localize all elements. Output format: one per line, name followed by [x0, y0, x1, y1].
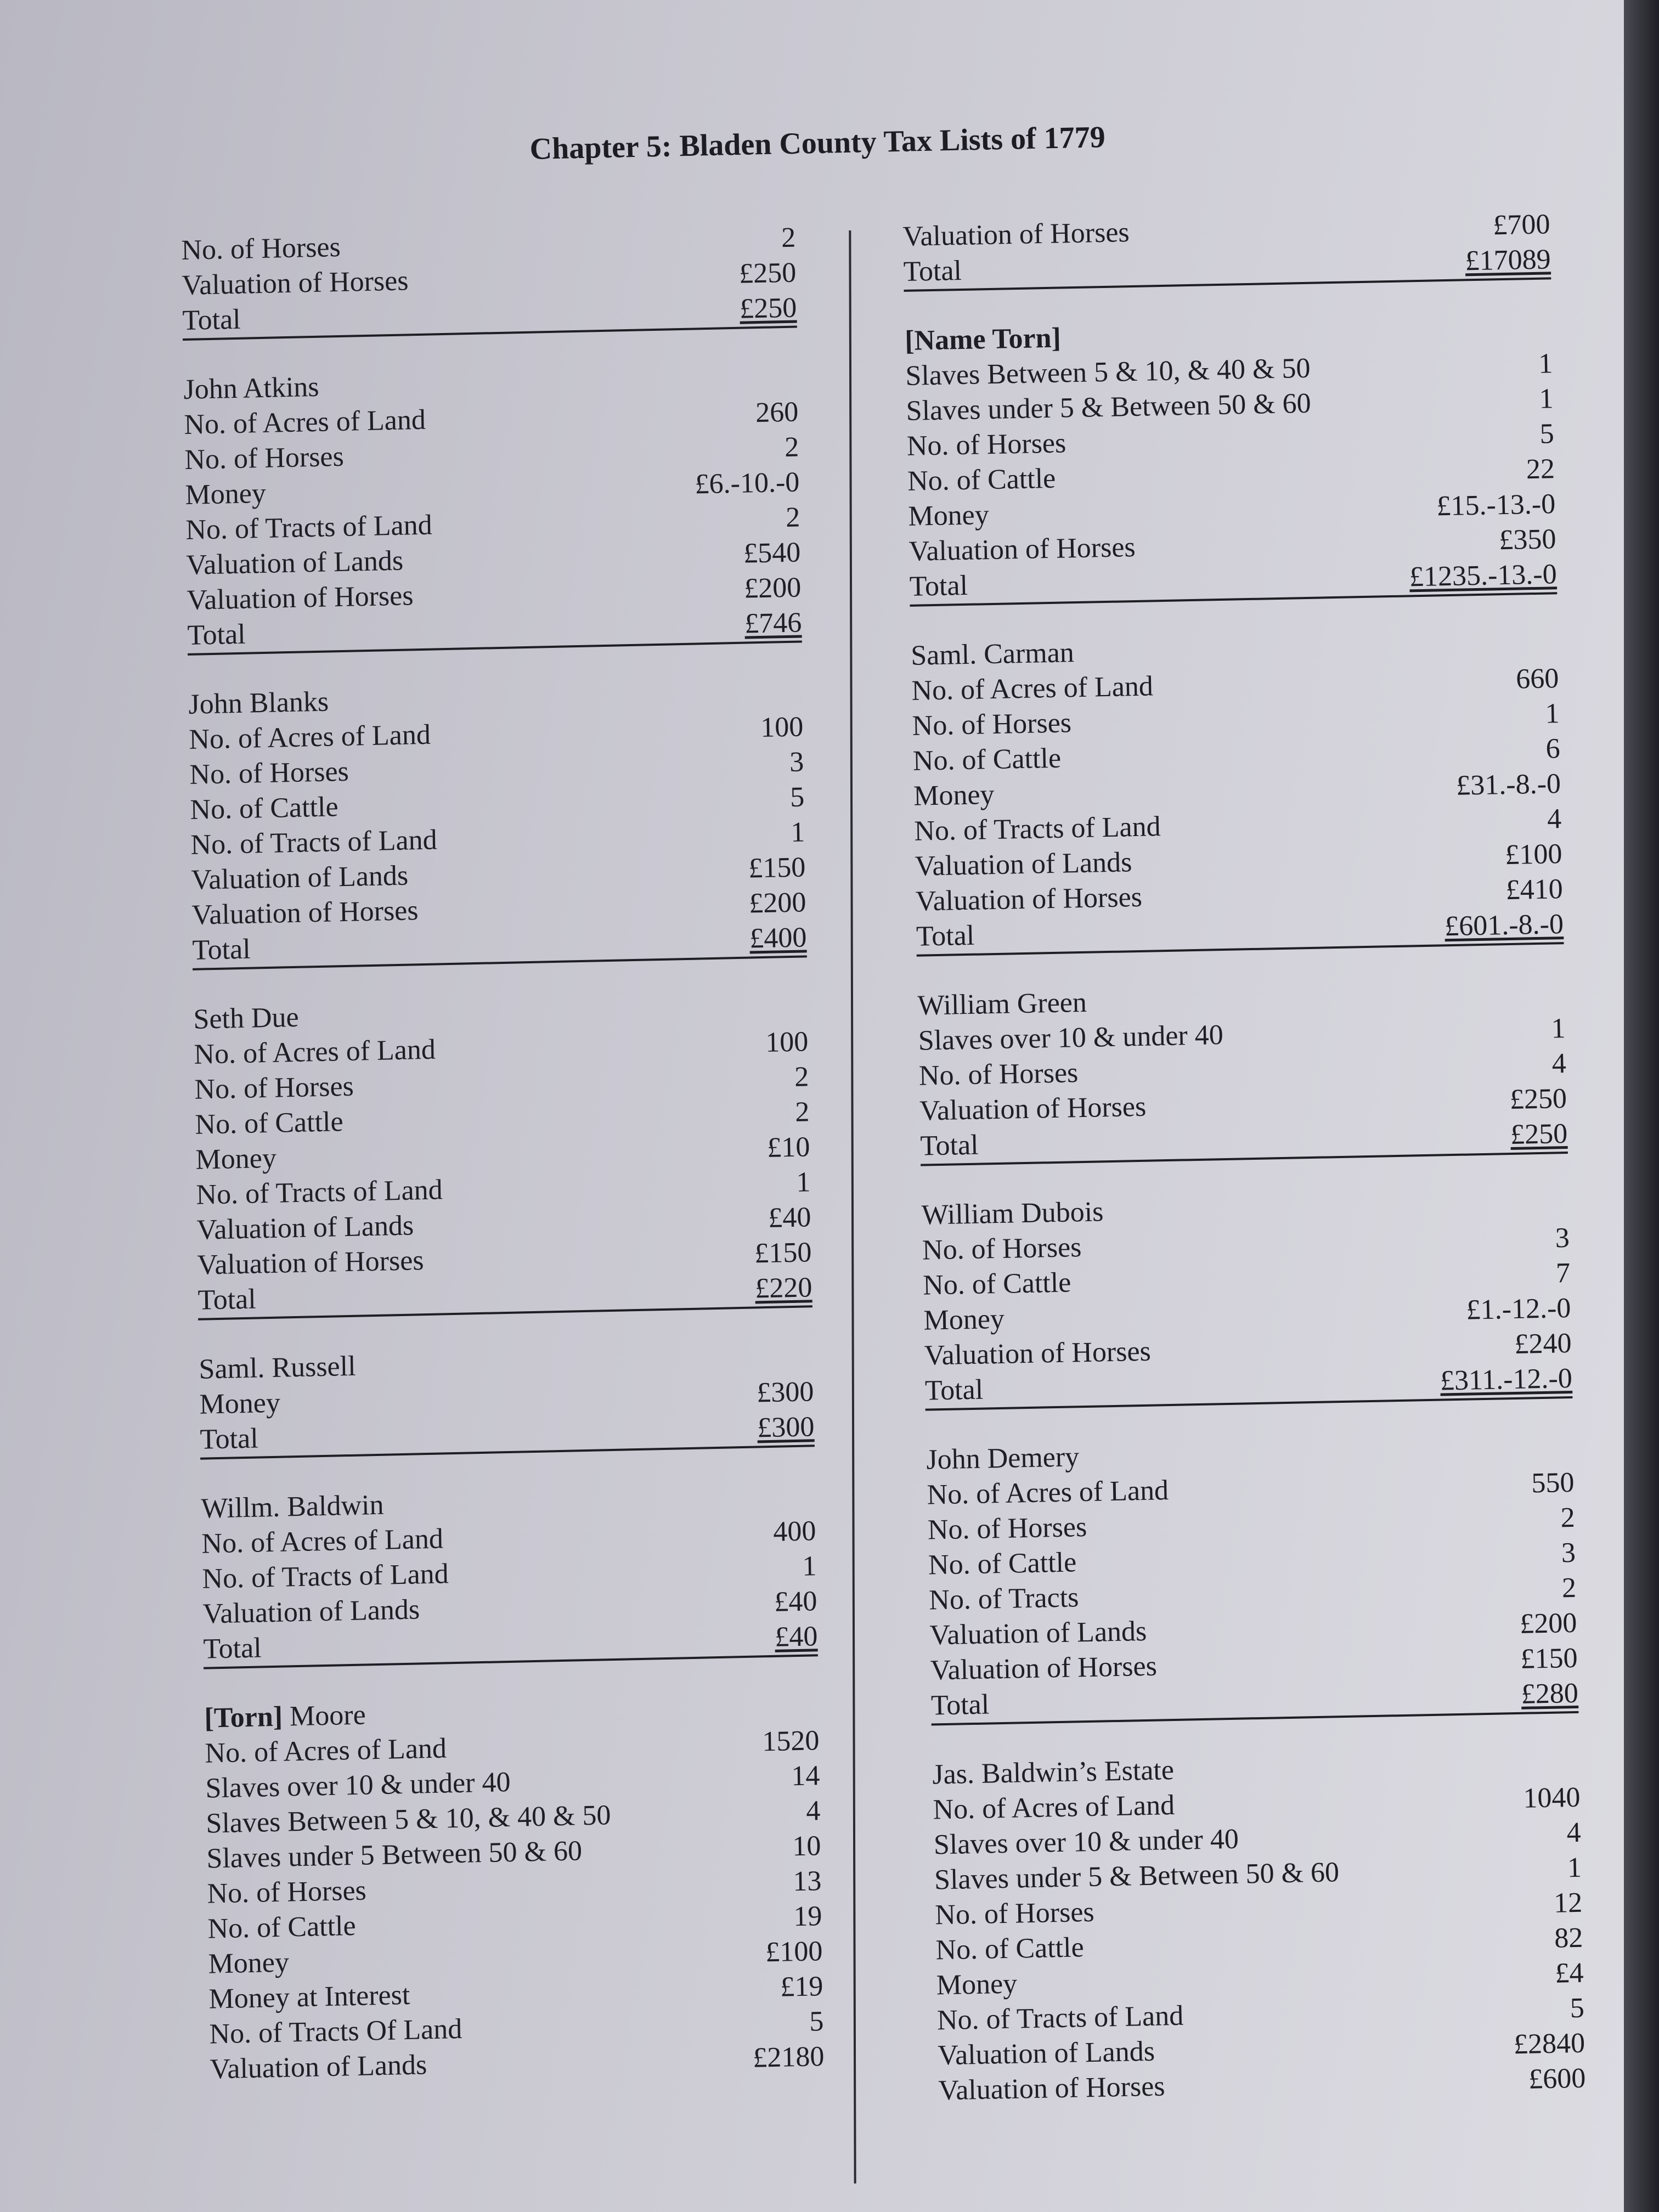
row-value: 2	[781, 222, 796, 254]
row-label: No. of Tracts of Land	[913, 811, 1161, 847]
tax-entry	[902, 207, 1551, 292]
row-label: No. of Acres of Land	[201, 1523, 444, 1560]
row-label: No. of Horses	[912, 707, 1072, 742]
row-value: £40	[768, 1201, 811, 1234]
tax-entry	[926, 1430, 1579, 1726]
row-label: No. of Cattle	[935, 1932, 1085, 1966]
row-value: 1	[795, 1166, 811, 1198]
row-value: 3	[1561, 1537, 1576, 1569]
row-label: Total	[916, 919, 975, 952]
row-value: 22	[1526, 453, 1555, 486]
row-value: £746	[744, 607, 802, 640]
row-label: Total	[930, 1689, 990, 1722]
row-value: £17089	[1465, 244, 1551, 277]
row-value: 1	[1538, 383, 1554, 415]
row-label: Valuation of Horses	[197, 1245, 424, 1281]
tax-entry	[188, 674, 807, 970]
row-value: £600	[1528, 2062, 1586, 2095]
taxpayer-name: Willm. Baldwin	[201, 1489, 384, 1525]
row-value: £250	[738, 257, 797, 290]
row-value: £250	[739, 292, 797, 325]
row-label: Slaves under 5 & Between 50 & 60	[934, 1857, 1340, 1896]
row-label: Total	[903, 255, 962, 287]
row-label: Money	[913, 778, 995, 812]
row-value: 660	[1515, 663, 1559, 695]
row-label: No. of Horses	[194, 1070, 354, 1105]
row-value: 5	[1539, 418, 1555, 450]
row-value: £250	[1510, 1118, 1568, 1151]
row-value: £10	[766, 1131, 810, 1164]
row-label: Slaves over 10 & under 40	[918, 1019, 1224, 1057]
row-value: 4	[805, 1795, 821, 1827]
row-label: Money	[936, 1968, 1018, 2001]
row-value: 4	[1547, 803, 1562, 835]
row-label: Total	[919, 1129, 979, 1162]
tax-entry	[193, 989, 812, 1320]
taxpayer-name-torn: [Torn]	[204, 1701, 283, 1734]
row-label: Valuation of Lands	[937, 2035, 1155, 2072]
row-value: £6.-10.-0	[695, 466, 800, 500]
row-value: 1520	[761, 1725, 820, 1758]
tax-entry	[932, 1745, 1586, 2109]
column-divider	[849, 230, 856, 2183]
row-label: Valuation of Lands	[210, 2049, 427, 2085]
row-label: No. of Tracts of Land	[190, 824, 438, 861]
row-value: 5	[789, 781, 805, 813]
row-value: 10	[792, 1830, 821, 1863]
row-value: £100	[1504, 838, 1562, 871]
row-label: Slaves under 5 & Between 50 & 60	[906, 387, 1312, 427]
taxpayer-name: Jas. Baldwin’s Estate	[932, 1754, 1175, 1791]
row-value: 2	[1560, 1502, 1576, 1534]
taxpayer-name: Saml. Russell	[199, 1350, 356, 1385]
row-label: No. of Acres of Land	[184, 404, 426, 441]
row-label: Total	[909, 569, 968, 602]
row-label: No. of Cattle	[190, 791, 338, 826]
row-label: Money	[199, 1387, 281, 1420]
page-edge-shadow	[1624, 0, 1659, 2212]
taxpayer-name: Seth Due	[193, 1001, 300, 1035]
tax-entry	[201, 1479, 818, 1669]
row-value: 1	[790, 816, 805, 848]
row-value: 6	[1545, 733, 1561, 765]
row-value: 5	[1570, 1992, 1585, 2024]
row-label: Total	[924, 1374, 984, 1407]
tax-entry	[183, 360, 802, 656]
row-value: 2	[794, 1061, 809, 1093]
row-value: £601.-8.-0	[1444, 909, 1564, 943]
row-value: 550	[1531, 1466, 1575, 1499]
row-label: No. of Acres of Land	[933, 1790, 1175, 1826]
row-value: 12	[1553, 1887, 1583, 1919]
row-value: £200	[748, 887, 806, 919]
tax-entry	[181, 221, 797, 341]
row-label: Total	[198, 1283, 257, 1316]
row-label: No. of Acres of Land	[194, 1034, 436, 1070]
row-value: 19	[793, 1900, 822, 1933]
row-value: £40	[774, 1585, 817, 1618]
row-label: Valuation of Horses	[187, 580, 414, 616]
row-value: £1.-12.-0	[1466, 1292, 1571, 1326]
row-value: 3	[1555, 1222, 1570, 1254]
row-value: £350	[1498, 523, 1556, 556]
row-value: £2180	[752, 2041, 825, 2074]
row-label: Money	[195, 1142, 277, 1176]
row-label: Total	[187, 618, 246, 651]
row-label: No. of Cattle	[928, 1547, 1077, 1581]
taxpayer-name: Saml. Carman	[910, 637, 1075, 672]
row-label: Slaves under 5 Between 50 & 60	[206, 1835, 583, 1875]
row-value: £150	[754, 1237, 812, 1269]
row-value: £19	[780, 1971, 823, 2003]
row-label: Money	[907, 499, 990, 532]
row-value: £540	[743, 537, 801, 569]
taxpayer-name: [Name Torn]	[904, 322, 1062, 357]
row-value: 1	[1567, 1852, 1582, 1884]
row-label: Money	[923, 1303, 1005, 1336]
row-label: No. of Acres of Land	[927, 1475, 1169, 1511]
row-label: No. of Horses	[918, 1057, 1079, 1092]
row-label: Valuation of Horses	[182, 265, 409, 301]
row-label: Valuation of Lands	[186, 545, 404, 581]
row-label: No. of Tracts of Land	[936, 2000, 1184, 2036]
row-label: Valuation of Horses	[930, 1650, 1158, 1686]
row-label: Money at Interest	[208, 1979, 410, 2015]
tax-entry	[905, 311, 1558, 607]
row-label: Valuation of Lands	[915, 847, 1132, 882]
taxpayer-name: John Demery	[926, 1441, 1080, 1476]
taxpayer-name-rest: Moore	[282, 1699, 366, 1733]
tax-entry	[204, 1688, 825, 2087]
row-value: £410	[1505, 873, 1564, 906]
row-value: £300	[757, 1411, 815, 1444]
row-label: Valuation of Lands	[929, 1615, 1147, 1651]
row-value: 13	[792, 1865, 822, 1898]
row-label: Valuation of Horses	[924, 1335, 1152, 1372]
row-label: Valuation of Lands	[191, 860, 409, 896]
row-value: £240	[1514, 1327, 1572, 1360]
row-label: Valuation of Horses	[919, 1091, 1147, 1127]
row-label: Valuation of Horses	[938, 2070, 1165, 2107]
row-value: £100	[765, 1936, 823, 1968]
row-label: No. of Tracts of Land	[185, 509, 433, 546]
row-value: £2840	[1513, 2027, 1585, 2061]
row-value: £200	[743, 572, 802, 605]
row-label: No. of Acres of Land	[189, 719, 431, 755]
row-value: £700	[1492, 208, 1550, 241]
row-label: No. of Horses	[207, 1875, 367, 1910]
row-label: Valuation of Horses	[191, 895, 419, 931]
row-value: £150	[1520, 1642, 1578, 1675]
row-label: No. of Cattle	[207, 1910, 357, 1945]
row-value: £200	[1519, 1607, 1577, 1640]
taxpayer-name: John Blanks	[188, 686, 329, 720]
taxpayer-name: William Dubois	[921, 1196, 1104, 1231]
tax-entry	[911, 626, 1564, 957]
row-value: 400	[772, 1515, 816, 1548]
row-label: Money	[208, 1946, 290, 1980]
row-label: Slaves Between 5 & 10, & 40 & 50	[905, 352, 1311, 392]
row-label: No. of Acres of Land	[911, 670, 1154, 707]
row-label: No. of Tracts	[928, 1582, 1079, 1616]
row-value: 2	[784, 431, 799, 464]
row-label: No. of Cattle	[912, 742, 1062, 777]
row-label: Valuation of Horses	[909, 531, 1136, 567]
row-label: Total	[203, 1632, 262, 1665]
row-value: 7	[1555, 1257, 1571, 1289]
row-label: Slaves over 10 & under 40	[205, 1767, 511, 1804]
row-value: 4	[1551, 1048, 1567, 1080]
row-value: £220	[754, 1272, 812, 1305]
row-value: £300	[756, 1376, 814, 1409]
row-value: £4	[1555, 1957, 1584, 1989]
row-value: 14	[791, 1760, 820, 1792]
tax-entry	[921, 1186, 1572, 1411]
right-column	[902, 207, 1587, 2140]
row-value: 260	[755, 396, 799, 429]
row-value: £280	[1521, 1677, 1579, 1710]
row-label: Slaves over 10 & under 40	[933, 1823, 1239, 1861]
row-label: No. of Horses	[906, 427, 1066, 462]
row-label: No. of Tracts of Land	[196, 1174, 443, 1211]
row-value: £31.-8.-0	[1455, 768, 1561, 802]
row-label: No. of Horses	[934, 1896, 1095, 1931]
row-value: 1	[1538, 348, 1553, 380]
row-value: £311.-12.-0	[1440, 1362, 1573, 1397]
row-value: 1040	[1522, 1781, 1581, 1814]
row-value: 100	[765, 1026, 809, 1058]
row-label: No. of Horses	[189, 755, 349, 791]
row-value: £1235.-13.-0	[1409, 558, 1558, 593]
row-value: 1	[1544, 698, 1560, 730]
row-label: No. of Horses	[927, 1511, 1087, 1546]
row-label: No. of Cattle	[195, 1106, 343, 1141]
row-value: £40	[774, 1621, 818, 1653]
row-label: No. of Cattle	[922, 1267, 1071, 1301]
row-label: Money	[185, 477, 267, 511]
row-label: Total	[192, 933, 251, 966]
row-label: Total	[182, 303, 241, 336]
row-value: 1	[802, 1550, 817, 1582]
row-label: No. of Horses	[184, 441, 345, 476]
row-label: Valuation of Horses	[915, 881, 1143, 917]
row-value: £150	[748, 851, 806, 884]
row-label: No. of Horses	[922, 1232, 1082, 1266]
row-label: No. of Tracts of Land	[202, 1558, 449, 1595]
row-label: Valuation of Lands	[196, 1210, 414, 1246]
row-value: 4	[1566, 1816, 1582, 1849]
taxpayer-name: William Green	[917, 986, 1087, 1022]
page-title: Chapter 5: Bladen County Tax Lists of 1779	[529, 120, 1106, 166]
row-value: £400	[749, 922, 807, 955]
tax-entry	[917, 976, 1568, 1166]
row-label: Slaves Between 5 & 10, & 40 & 50	[206, 1799, 611, 1839]
row-value: 2	[785, 501, 800, 534]
row-label: Total	[200, 1423, 259, 1455]
row-value: £250	[1509, 1083, 1567, 1116]
row-label: No. of Horses	[181, 231, 341, 266]
row-value: 82	[1554, 1922, 1583, 1954]
row-value: £15.-13.-0	[1436, 488, 1556, 522]
taxpayer-name: John Atkins	[183, 371, 319, 405]
row-value: 100	[760, 711, 804, 744]
row-value: 3	[789, 746, 804, 778]
tax-entry	[199, 1339, 815, 1459]
row-value: 2	[794, 1096, 810, 1128]
left-column	[181, 221, 825, 2119]
row-label: Valuation of Lands	[202, 1594, 420, 1630]
row-label: Valuation of Horses	[902, 217, 1130, 252]
row-value: 2	[1561, 1572, 1577, 1604]
row-label: No. of Acres of Land	[205, 1733, 447, 1769]
row-value: 5	[809, 2006, 824, 2038]
row-value: 1	[1550, 1013, 1566, 1045]
row-label: No. of Cattle	[907, 462, 1056, 497]
row-label: No. of Tracts Of Land	[209, 2013, 462, 2050]
